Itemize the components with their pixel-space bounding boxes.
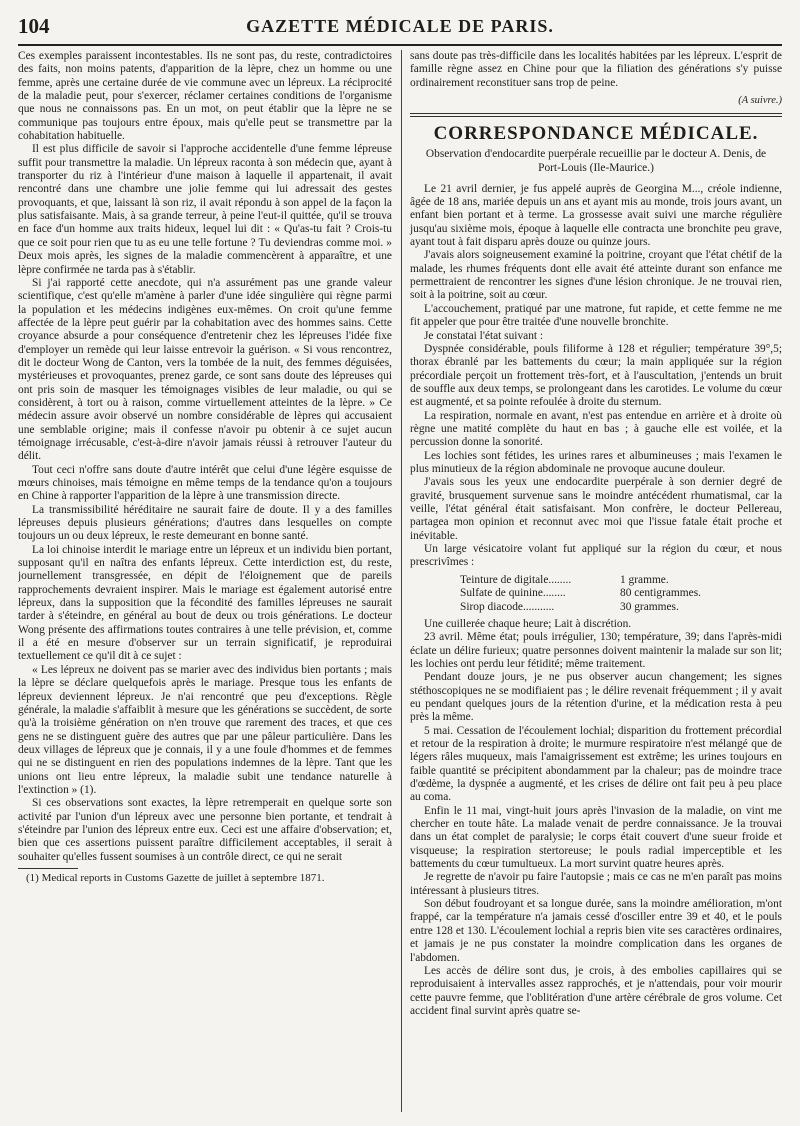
paragraph: 23 avril. Même état; pouls irrégulier, 130; température, 39; dans l'après-midi éclate un délire furieux; quatre personnes doivent maintenir la malade sur son lit; les lochies ont perdu leur fétidité; même traitement. — [410, 631, 782, 670]
paragraph: J'avais alors soigneusement examiné la poitrine, croyant que l'état chétif de la malade, les rhumes fréquents dont elle avait été atteinte durant son enfance me permettraient de rencontrer les signes d'une lésion chronique. Je ne trouvai rien, soit à la poitrine, soit au cœur. — [410, 249, 782, 302]
paragraph: Une cuillerée chaque heure; Lait à discrétion. — [424, 617, 632, 630]
section-title: CORRESPONDANCE MÉDICALE. — [433, 123, 759, 145]
left-column — [18, 50, 398, 1112]
right-column — [404, 50, 782, 1112]
paragraph: 5 mai. Cessation de l'écoulement lochial; disparition du frottement précordial et retour de la respiration à droite; le murmure respiratoire n'est mélangé que de légers râles muqueux, mais l'amaigrissement est extrême; les urines toujours en faible quantité se précipitent abondamment par la chaleur; pas de moindre trace d'œdème, la dyspnée a augmenté, et les crises de délire ont fait peu à peu place au coma. — [410, 724, 782, 804]
paragraph: Dyspnée considérable, pouls filiforme à 128 et régulier; température 39°,5; thorax ébranlé par les battements du cœur; la main appliquée sur la région précordiale perçoit un frottement très-fort, et à l'auscultation, j'entends un bruit de souffle aux deux temps, se prolongeant dans les carotides. Le volume du cœur est augmenté, et sa pointe refoulée à droite du sternum. — [410, 342, 782, 409]
prescription-quantity: 30 grammes. — [620, 600, 679, 613]
page-number: 104 — [18, 14, 50, 38]
column-divider — [401, 50, 402, 1112]
paragraph: Les lochies sont fétides, les urines rares et albumineuses ; mais l'examen le plus minutieux de la région abdominale ne provoque aucune douleur. — [410, 449, 782, 475]
paragraph: Les accès de délire sont dus, je crois, à des embolies capillaires qui se reproduisaient à intervalles assez rapprochés, et je n'attendais, pour voir mourir cette pauvre femme, que l'oblitération d'une artère cérébrale de gros volume. Cet accident final survint après quatre se- — [410, 964, 782, 1017]
prescription-row — [460, 587, 730, 600]
footnote-rule — [18, 868, 78, 869]
paragraph: Enfin le 11 mai, vingt-huit jours après l'invasion de la maladie, on vint me chercher en toute hâte. La malade venait de perdre connaissance. Je la trouvai dans un état complet de paralysie; le corps était couvert d'une sueur froide et visqueuse; la respiration stertoreuse; le pouls radial imperceptible et les battements du cœur tumultueux. La mort survint quatre heures après. — [410, 804, 782, 871]
paragraph: La loi chinoise interdit le mariage entre un lépreux et un individu bien portant, supposant qu'il en naîtra des enfants lépreux. Cette interdiction est, du reste, journellement transgressée, en dépit de l'éloignement que de pareils rapprochements devraient inspirer. Mais le mariage est également autorisé entre lépreux, dans la supposition que la fécondité des familles lépreuses ne saurait tarder à s'éteindre, en général au bout de deux ou trois générations. Le docteur Wong présente des affirmations toutes contraires à une telle prévision, et, comme il a été en mesure d'observer sur un terrain significatif, je reproduirai textuellement ce qu'il dit à ce sujet : — [18, 543, 392, 663]
columns — [18, 50, 782, 1118]
paragraph: « Les lépreux ne doivent pas se marier avec des individus bien portants ; mais la lèpre se déclare quelquefois après le mariage. Presque tous les enfants de lépreux deviennent lépreux. Je n'ai rencontré que peu d'exceptions. Règle générale, la maladie s'affaiblit à mesure que les générations se succèdent, de sorte qu'à la troisième génération on n'en trouve que rarement des traces, et que ces gens ne se distinguent guère des autres que par une pâleur particulière. Dans les deux villages de lépreux que je connais, il y a une foule d'hommes et de femmes qui ne se distinguent en rien des populations indemnes de la lèpre. Tant que les unions ont lieu entre lépreux, la maladie subit une tendance naturelle à l'extinction » (1). — [18, 663, 392, 796]
prescription-item: Teinture de digitale........ — [460, 573, 572, 586]
prescription-row — [460, 574, 730, 587]
paragraph: Pendant douze jours, je ne pus observer aucun changement; les signes stéthoscopiques ne se modifiaient pas ; le délire revenait fréquemment ; il y avait eu pendant quelques jours de la rétention d'urine, et la médication resta à peu près la même. — [410, 671, 782, 724]
prescription-quantity: 80 centigrammes. — [620, 587, 701, 600]
paragraph: Je constatai l'état suivant : — [424, 329, 544, 342]
newspaper-page — [18, 10, 782, 1118]
paragraph: Son début foudroyant et sa longue durée, sans la moindre amélioration, m'ont frappé, car la température n'a jamais cessé d'osciller entre 39 et 40, et le pouls entre 128 et 130. L'écoulement lochial a repris bien vite ses caractères ordinaires, et jamais je ne pus constater la moindre complication dans les organes de l'abdomen. — [410, 898, 782, 964]
prescription-item: Sirop diacode........... — [460, 600, 555, 613]
paragraph: Le 21 avril dernier, je fus appelé auprès de Georgina M..., créole indienne, âgée de 18 ans, mariée depuis un ans et ayant mis au monde, trois jours avant, un enfant bien portant et à terme. La grossesse avait suivi une marche régulière jusqu'au sixième mois, époque à laquelle elle contracta une bronchite peu grave, ayant tout à fait disparu après douze ou quinze jours. — [410, 182, 782, 249]
paragraph: sans doute pas très-difficile dans les localités habitées par les lépreux. L'esprit de famille règne assez en Chine pour que la filiation des générations s'y puisse ordinairement reconstituer sans trop de peine. — [410, 50, 782, 89]
paragraph: La transmissibilité héréditaire ne saurait faire de doute. Il y a des familles lépreuses depuis plusieurs générations; d'autres dans lesquelles on compte toujours un ou deux lépreux, le reste demeurant en bonne santé. — [18, 503, 392, 543]
prescription-item: Sulfate de quinine........ — [460, 587, 566, 600]
observation-title: Observation d'endocardite puerpérale recueillie par le docteur A. Denis, de Port-Louis (Ile-Maurice.) — [425, 147, 767, 174]
paragraph: Si ces observations sont exactes, la lèpre retremperait en quelque sorte son activité par l'union d'un lépreux avec une personne bien portante, et tendrait à s'éteindre par l'union des lépreux entre eux. Ceci est une affaire d'observation; et, bien que ces assertions puissent paraître difficilement acceptables, il serait à souhaiter qu'elles fussent soumises à un contrôle direct, ce qui ne serait — [18, 797, 392, 863]
section-rule — [410, 116, 782, 117]
paragraph: Il est plus difficile de savoir si l'approche accidentelle d'une femme lépreuse suffit pour transmettre la maladie. Un lépreux raconta à son médecin que, ayant à transporter du riz à l'intérieur d'une maison à laquelle il appartenait, il avait rencontré dans une chambre une jolie femme qui lui adressait des gestes provoquants, et que, laissant là son riz, il avait répondu à son appel de la façon la plus satisfaisante. Mais, à sa grande terreur, à peine l'eut-il quittée, qu'il se trouva en face d'un homme aux traits hideux, lequel lui dit : « Qu'as-tu fait ? Crois-tu que ce soit pour rien que tu as eu une telle fortune ? Tu deviendras comme moi. » Deux mois après, les signes de la maladie commencèrent à apparaître, et une lèpre confirmée ne tarda pas à s'établir. — [18, 143, 392, 276]
prescription-row — [460, 601, 730, 614]
paragraph: Un large vésicatoire volant fut appliqué sur la région du cœur, et nous prescrivîmes : — [410, 543, 782, 569]
paragraph: Ces exemples paraissent incontestables. Ils ne sont pas, du reste, contradictoires des faits, non moins patents, d'apparition de la lèpre, chez un homme ou une femme, après une certaine durée de vie commune avec un lépreux. La réciprocité de la maladie peut, pour s'exercer, réclamer certaines conditions de l'organisme que nous ne connaissons pas. En un mot, on peut établir que la lèpre ne se communique pas toujours entre époux, mais qu'elle peut se transmettre par la cohabitation habituelle. — [18, 50, 392, 143]
journal-title: GAZETTE MÉDICALE DE PARIS. — [246, 16, 554, 36]
paragraph: La respiration, normale en avant, n'est pas entendue en arrière et à droite où règne une matité complète du haut en bas ; à gauche elle est voilée, et la percussion donne la sonorité. — [410, 409, 782, 449]
paragraph: J'avais sous les yeux une endocardite puerpérale à son dernier degré de gravité, brusquement survenue sans le moindre antécédent rhumatismal, car la veille, l'état général était satisfaisant. Mon confrère, le docteur Pellereau, partagea mon opinion et reconnut avec moi que l'issue fatale était proche et inévitable. — [410, 476, 782, 542]
paragraph: L'accouchement, pratiqué par une matrone, fut rapide, et cette femme ne me fit appeler que pour être traitée d'une nouvelle bronchite. — [410, 302, 782, 329]
paragraph: Je regrette de n'avoir pu faire l'autopsie ; mais ce cas ne m'en paraît pas moins intéressant à plusieurs titres. — [410, 871, 782, 897]
to-be-continued: (A suivre.) — [738, 95, 782, 107]
paragraph: Si j'ai rapporté cette anecdote, qui n'a assurément pas une grande valeur scientifique, c'est qu'elle m'amène à parler d'une idée singulière qui règne parmi la population et les médecins indigènes eux-mêmes. On croit qu'une femme affectée de la lèpre peut guérir par la cohabitation avec des hommes sains. Cette croyance absurde a pour conséquence d'entretenir chez les lépreuses l'idée fixe d'employer un remède qui leur laisse entrevoir la guérison. « Si vous rencontrez, dit le docteur Wong de Canton, vers la tombée de la nuit, des femmes déguisées, mystérieuses et provoquantes, prenez garde, ce sont sans doute des lépreuses qui ont pris soin de masquer les témoignages visibles de leur maladie, ou qui se considèrent, à tort ou à raison, comme virtuellement atteintes de la lèpre. » Ce médecin assure avoir observé un nombre considérable de lèpres qui accusaient une semblable origine; mais il confesse n'avoir pu obtenir à ce sujet aucun témoignage irrécusable, c'est-à-dire n'avoir jamais réussi à retrouver l'auteur du délit. — [18, 276, 392, 463]
section-rule — [410, 113, 782, 114]
page-header — [18, 10, 782, 46]
prescription — [460, 574, 782, 614]
paragraph: Tout ceci n'offre sans doute d'autre intérêt que celui d'une légère esquisse de mœurs chinoises, mais témoigne en même temps de la tendance qu'on a toujours en Chine à rapporter l'apparition de la lèpre à une transmission directe. — [18, 463, 392, 503]
prescription-quantity: 1 gramme. — [620, 573, 669, 586]
footnote: (1) Medical reports in Customs Gazette de juillet à septembre 1871. — [26, 871, 325, 884]
